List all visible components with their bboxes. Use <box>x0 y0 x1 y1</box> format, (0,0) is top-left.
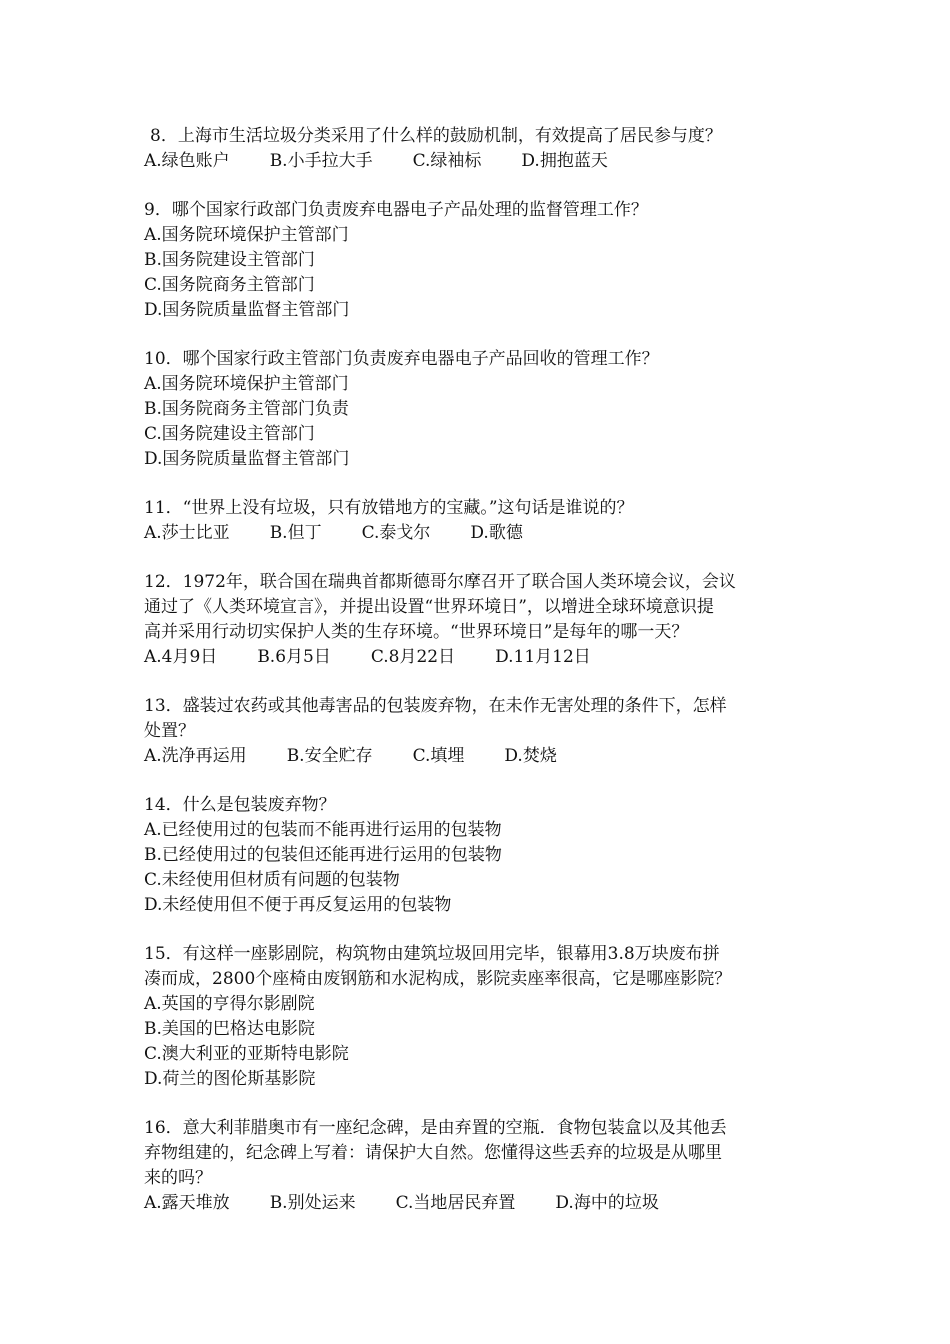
option-b: B.美国的巴格达电影院 <box>144 1019 315 1039</box>
option-c: C.澳大利亚的亚斯特电影院 <box>144 1044 349 1064</box>
option-c: C.当地居民弃置 <box>395 1193 516 1213</box>
question-stem: 9．哪个国家行政部门负责废弃电器电子产品处理的监督管理工作？ <box>144 200 648 220</box>
option-b: B.国务院建设主管部门 <box>144 250 315 270</box>
option-a: A.绿色账户 <box>144 151 230 171</box>
question-16 <box>144 1116 804 1216</box>
option-a: A.莎士比亚 <box>144 523 230 543</box>
option-b: B.国务院商务主管部门负责 <box>144 399 349 419</box>
question-options <box>144 521 804 546</box>
question-10 <box>144 347 804 472</box>
question-stem-line-2: 凑而成，2800个座椅由废钢筋和水泥构成，影院卖座率很高，它是哪座影院？ <box>144 969 732 989</box>
question-options <box>144 645 804 670</box>
option-a: A.国务院环境保护主管部门 <box>144 374 349 394</box>
question-stem-line-2: 弃物组建的，纪念碑上写着：请保护大自然。您懂得这些丢弃的垃圾是从哪里 <box>144 1143 722 1163</box>
option-b: B.但丁 <box>269 523 322 543</box>
question-stem-line-1: 13．盛装过农药或其他毒害品的包装废弃物，在未作无害处理的条件下，怎样 <box>144 696 727 716</box>
option-b: B.别处运来 <box>269 1193 356 1213</box>
option-d: D.国务院质量监督主管部门 <box>144 300 350 320</box>
option-d: D.荷兰的图伦斯基影院 <box>144 1069 316 1089</box>
option-a: A.洗净再运用 <box>144 746 247 766</box>
option-c: C.未经使用但材质有问题的包装物 <box>144 870 400 890</box>
question-stem-line-3: 来的吗？ <box>144 1168 212 1188</box>
option-c: C.填埋 <box>412 746 465 766</box>
question-stem: 8．上海市生活垃圾分类采用了什么样的鼓励机制，有效提高了居民参与度？ <box>150 126 722 146</box>
question-14 <box>144 793 804 918</box>
option-a: A.4月9日 <box>144 647 218 667</box>
question-stem: 14．什么是包装废弃物？ <box>144 795 336 815</box>
option-d: D.海中的垃圾 <box>555 1193 659 1213</box>
question-stem-line-3: 高并采用行动切实保护人类的生存环境。“世界环境日”是每年的哪一天？ <box>144 622 689 642</box>
option-d: D.歌德 <box>470 523 523 543</box>
option-b: B.安全贮存 <box>286 746 373 766</box>
question-stem: 10．哪个国家行政主管部门负责废弃电器电子产品回收的管理工作？ <box>144 349 659 369</box>
question-stem-line-2: 通过了《人类环境宣言》，并提出设置“世界环境日”，以增进全球环境意识提 <box>144 597 714 617</box>
option-d: D.国务院质量监督主管部门 <box>144 449 350 469</box>
option-c: C.绿袖标 <box>412 151 482 171</box>
question-13 <box>144 694 804 769</box>
question-stem-line-1: 15．有这样一座影剧院，构筑物由建筑垃圾回用完毕，银幕用3.8万块废布拼 <box>144 944 720 964</box>
option-c: C.8月22日 <box>370 647 456 667</box>
question-stem-line-1: 16．意大利菲腊奥市有一座纪念碑，是由弃置的空瓶．食物包装盒以及其他丢 <box>144 1118 727 1138</box>
option-a: A.已经使用过的包装而不能再进行运用的包装物 <box>144 820 502 840</box>
option-c: C.国务院商务主管部门 <box>144 275 315 295</box>
question-options <box>144 744 804 769</box>
option-a: A.国务院环境保护主管部门 <box>144 225 349 245</box>
option-a: A.英国的亨得尔影剧院 <box>144 994 315 1014</box>
question-stem-line-1: 12．1972年，联合国在瑞典首都斯德哥尔摩召开了联合国人类环境会议，会议 <box>144 572 736 592</box>
question-8 <box>144 124 804 174</box>
option-c: C.泰戈尔 <box>361 523 431 543</box>
option-b: B.6月5日 <box>257 647 331 667</box>
option-d: D.焚烧 <box>504 746 557 766</box>
question-stem: 11．“世界上没有垃圾，只有放错地方的宝藏。”这句话是谁说的？ <box>144 498 634 518</box>
question-stem-line-2: 处置？ <box>144 721 195 741</box>
option-b: B.已经使用过的包装但还能再进行运用的包装物 <box>144 845 502 865</box>
question-11 <box>144 496 804 546</box>
option-d: D.未经使用但不便于再反复运用的包装物 <box>144 895 452 915</box>
option-c: C.国务院建设主管部门 <box>144 424 315 444</box>
question-12 <box>144 570 804 670</box>
question-9 <box>144 198 804 323</box>
option-d: D.11月12日 <box>495 647 591 667</box>
question-options <box>144 149 804 174</box>
option-d: D.拥抱蓝天 <box>521 151 608 171</box>
option-b: B.小手拉大手 <box>269 151 373 171</box>
question-options <box>144 1191 804 1216</box>
question-list <box>144 124 804 1240</box>
option-a: A.露天堆放 <box>144 1193 230 1213</box>
question-15 <box>144 942 804 1092</box>
